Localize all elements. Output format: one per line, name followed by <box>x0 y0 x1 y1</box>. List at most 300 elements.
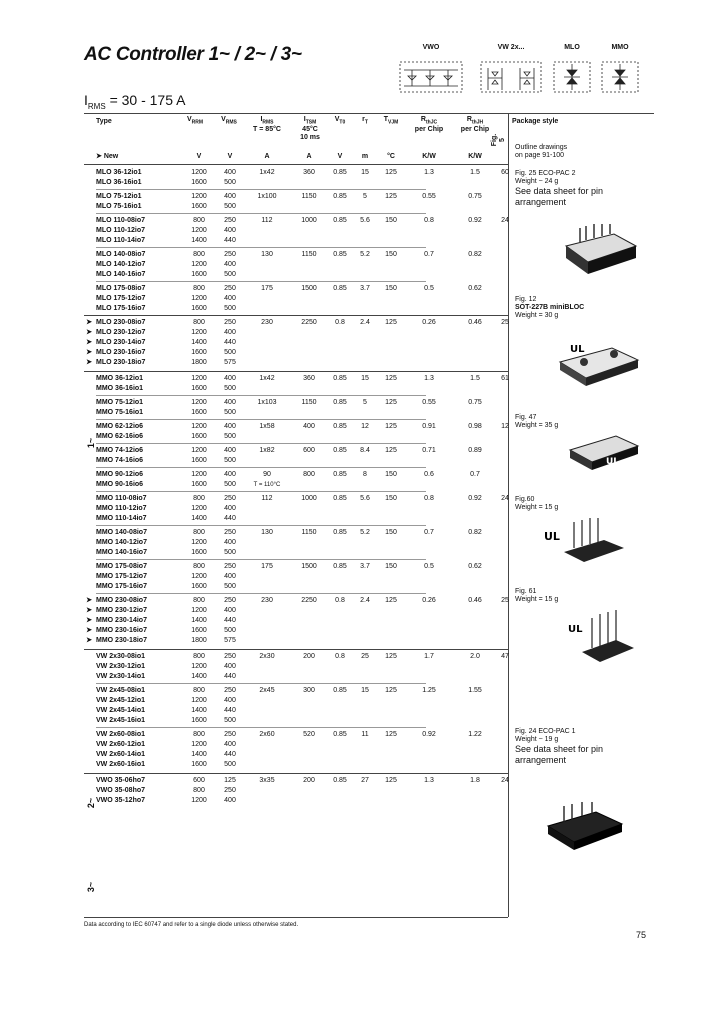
cell-r2: 0.92 <box>468 495 482 502</box>
table-row <box>84 796 508 809</box>
irms-col-symbol: I <box>260 116 263 123</box>
table-row <box>84 446 508 456</box>
cell-i1: 2x30 <box>259 653 275 660</box>
cell-v2: 250 <box>224 495 236 502</box>
cell-v1: 1600 <box>191 481 207 488</box>
cell-t: MLO 110-12io7 <box>96 227 146 234</box>
package-fig47 <box>515 414 558 430</box>
cell-i1: 2x45 <box>259 687 275 694</box>
table-row <box>84 284 508 294</box>
cell-v1: 1400 <box>191 339 207 346</box>
mlo-circuit-icon <box>552 56 592 96</box>
series-divider <box>96 213 426 214</box>
table-row <box>84 192 508 202</box>
table-row <box>84 304 508 314</box>
cell-r1: 0.8 <box>424 217 434 224</box>
cell-r1: 0.5 <box>424 285 434 292</box>
cell-t: MMO 230-12io7 <box>96 607 147 614</box>
cell-tj: 150 <box>385 471 397 478</box>
footnote: Data according to IEC 60747 and refer to a single diode unless otherwise stated. <box>84 922 299 928</box>
cell-i2: 1150 <box>301 193 317 200</box>
cell-i2: 360 <box>303 169 315 176</box>
cell-r1: 0.55 <box>422 399 436 406</box>
cell-i1: 112 <box>261 495 273 502</box>
cell-f: 24 <box>501 777 509 784</box>
cell-r2: 0.89 <box>468 447 482 454</box>
outline-note <box>515 144 567 160</box>
cell-v2: 400 <box>224 193 236 200</box>
table-row <box>84 582 508 592</box>
cell-t: MLO 175-12io7 <box>96 295 146 302</box>
package-fig: Fig. 12 <box>515 296 537 303</box>
cell-t: MMO 110-08io7 <box>96 495 147 502</box>
table-row <box>84 470 508 480</box>
cell-v1: 1200 <box>191 399 207 406</box>
package-fig: Fig.60 <box>515 496 535 503</box>
cell-t: MMO 75-16io1 <box>96 409 144 416</box>
cell-tj: 125 <box>385 597 397 604</box>
unit-rthjc: K/W <box>422 153 436 160</box>
cell-t: VW 2x45-14io1 <box>96 707 146 714</box>
cell-v2: 500 <box>224 457 236 464</box>
cell-i2: 1500 <box>301 563 317 570</box>
cell-t: MLO 140-16io7 <box>96 271 146 278</box>
cell-rt: 5.2 <box>360 529 370 536</box>
cell-v1: 1600 <box>191 761 207 768</box>
cell-a: ➤ <box>86 359 92 366</box>
cell-v1: 1600 <box>191 409 207 416</box>
cell-t: VW 2x45-08io1 <box>96 687 146 694</box>
unit-rt: m <box>361 153 369 160</box>
cell-v2: 500 <box>224 549 236 556</box>
package-name: SOT-227B miniBLOC <box>515 304 585 311</box>
cell-r2: 0.46 <box>468 597 482 604</box>
package-fig: Fig. 47 <box>515 414 537 421</box>
vt0-symbol: V <box>334 116 340 123</box>
table-row <box>84 562 508 572</box>
cell-v1: 1200 <box>191 505 207 512</box>
cell-rt: 5 <box>363 193 367 200</box>
cell-v1: 1400 <box>191 515 207 522</box>
cell-v1: 1200 <box>191 741 207 748</box>
table-row <box>84 358 508 368</box>
cell-t: VW 2x45-16io1 <box>96 717 146 724</box>
cell-v1: 1600 <box>191 549 207 556</box>
cell-v2: 400 <box>224 447 236 454</box>
table-row <box>84 504 508 514</box>
table-row <box>84 422 508 432</box>
table-row <box>84 226 508 236</box>
package-header: Package style <box>512 118 559 125</box>
cell-v1: 1200 <box>191 539 207 546</box>
cell-t: VW 2x30-08io1 <box>96 653 146 660</box>
schematic-mlo <box>552 44 592 96</box>
cell-r1: 1.25 <box>422 687 436 694</box>
cell-r1: 0.55 <box>422 193 436 200</box>
cell-v1: 1200 <box>191 227 207 234</box>
cell-t: VWO 35-12ho7 <box>96 797 146 804</box>
cell-v2: 440 <box>224 237 236 244</box>
cell-v2: 400 <box>224 295 236 302</box>
cell-v1: 800 <box>193 563 205 570</box>
cell-rt: 15 <box>361 687 369 694</box>
rthjc-per-chip: per Chip <box>414 126 444 134</box>
cell-v1: 800 <box>193 731 205 738</box>
cell-v2: 250 <box>224 787 236 794</box>
table-row <box>84 494 508 504</box>
cell-r2: 0.46 <box>468 319 482 326</box>
cell-i2: 360 <box>303 375 315 382</box>
cell-vt: 0.85 <box>333 375 347 382</box>
cell-v1: 1200 <box>191 329 207 336</box>
vrrm-sub: RRM <box>191 119 204 126</box>
cell-v1: 1600 <box>191 457 207 464</box>
vt0-sub: T0 <box>339 119 346 126</box>
cell-tj: 125 <box>385 447 397 454</box>
cell-i2: 1150 <box>301 251 317 258</box>
table-row <box>84 606 508 616</box>
rthjh-header <box>452 116 498 134</box>
cell-vt: 0.85 <box>333 423 347 430</box>
unit-itsm: A <box>306 153 312 160</box>
cell-f: 60 <box>501 169 509 176</box>
cell-rt: 8.4 <box>360 447 370 454</box>
cell-v2: 500 <box>224 305 236 312</box>
table-row <box>84 636 508 646</box>
fig-header: Fig. 5 <box>491 133 506 147</box>
irms-condition: T = 85°C <box>253 126 281 134</box>
cell-tj: 150 <box>385 217 397 224</box>
cell-rt: 2.4 <box>360 319 370 326</box>
cell-v1: 1200 <box>191 423 207 430</box>
series-divider <box>96 491 426 492</box>
cell-tj: 125 <box>385 687 397 694</box>
cell-t: MLO 230-08io7 <box>96 319 146 326</box>
mmo-circuit-icon <box>600 56 640 96</box>
cell-rt: 5 <box>363 399 367 406</box>
unit-irms: A <box>264 153 270 160</box>
unit-vt0: V <box>337 153 343 160</box>
cell-v2: 500 <box>224 481 236 488</box>
vw2x-circuit-icon <box>478 56 544 96</box>
rt-header <box>354 116 376 126</box>
table-row <box>84 456 508 466</box>
itsm-cond-temp: 45°C <box>302 126 318 134</box>
cell-vt: 0.85 <box>333 563 347 570</box>
cell-t: MLO 110-08io7 <box>96 217 146 224</box>
table-row <box>84 760 508 770</box>
schematic-label: VW 2x... <box>497 44 525 51</box>
cell-r1: 0.7 <box>424 251 434 258</box>
type-header-label: Type <box>96 118 112 125</box>
cell-t: MMO 90-12io6 <box>96 471 144 478</box>
cell-t: MMO 140-16io7 <box>96 549 147 556</box>
table-row <box>84 384 508 394</box>
cell-i2: 1000 <box>301 217 317 224</box>
cell-t: VWO 35-08ho7 <box>96 787 146 794</box>
cell-r1: 0.26 <box>422 597 436 604</box>
cell-v2: 500 <box>224 271 236 278</box>
cell-r1: 0.71 <box>422 447 436 454</box>
schematic-mmo <box>600 44 640 96</box>
cell-v2: 400 <box>224 573 236 580</box>
table-row <box>84 652 508 662</box>
page-number: 75 <box>636 930 647 940</box>
table-row <box>84 662 508 672</box>
table-top-rule <box>84 113 654 114</box>
table-row <box>84 716 508 726</box>
sot227b-image <box>556 338 642 390</box>
cell-v2: 400 <box>224 697 236 704</box>
fig47-image <box>566 428 642 474</box>
cell-r2: 2.0 <box>470 653 480 660</box>
cell-v1: 800 <box>193 597 205 604</box>
cell-rt: 5.6 <box>360 495 370 502</box>
series-divider <box>96 247 426 248</box>
table-row <box>84 328 508 338</box>
table-row <box>84 250 508 260</box>
table-row <box>84 236 508 246</box>
cell-v2: 250 <box>224 731 236 738</box>
rthjh-symbol: R <box>466 116 472 123</box>
cell-v2: 500 <box>224 627 236 634</box>
cell-t: MLO 230-18io7 <box>96 359 146 366</box>
rthjh-per-chip: per Chip <box>460 126 490 134</box>
cell-i2: 300 <box>303 687 315 694</box>
table-row <box>84 168 508 178</box>
cell-rt: 25 <box>361 653 369 660</box>
cell-r2: 0.75 <box>468 399 482 406</box>
rthjc-symbol: R <box>420 116 426 123</box>
cell-t: VW 2x30-14io1 <box>96 673 146 680</box>
cell-v1: 800 <box>193 529 205 536</box>
ul-mark-icon: UL <box>568 624 583 635</box>
schematic-vw2x <box>478 44 544 96</box>
cell-r2: 0.92 <box>468 217 482 224</box>
cell-v1: 600 <box>193 777 205 784</box>
cell-t: MLO 36-16io1 <box>96 179 142 186</box>
page-title: AC Controller 1~ / 2~ / 3~ <box>84 44 302 65</box>
cell-v2: 400 <box>224 227 236 234</box>
cell-vt: 0.85 <box>333 217 347 224</box>
cell-r2: 1.22 <box>468 731 482 738</box>
table-row <box>84 786 508 796</box>
cell-t: MMO 90-16io6 <box>96 481 144 488</box>
cell-t: MLO 230-12io7 <box>96 329 146 336</box>
package-fig: Fig. 25 ECO-PAC 2 <box>515 170 576 177</box>
cell-v2: 500 <box>224 761 236 768</box>
cell-t: VWO 35-06ho7 <box>96 777 146 784</box>
tvjm-sub: VJM <box>388 119 399 126</box>
cell-tj: 150 <box>385 251 397 258</box>
cell-t: MMO 140-08io7 <box>96 529 147 536</box>
cell-t: MLO 230-16io7 <box>96 349 146 356</box>
cell-t: MLO 110-14io7 <box>96 237 146 244</box>
cell-v2: 400 <box>224 505 236 512</box>
cell-v1: 800 <box>193 251 205 258</box>
table-row <box>84 696 508 706</box>
cell-v2: 400 <box>224 471 236 478</box>
cell-v1: 1600 <box>191 627 207 634</box>
cell-r2: 1.55 <box>468 687 482 694</box>
series-divider <box>96 467 426 468</box>
cell-v1: 1400 <box>191 673 207 680</box>
table-row <box>84 294 508 304</box>
ul-mark-icon: UL <box>570 344 585 355</box>
cell-v1: 1200 <box>191 169 207 176</box>
table-row <box>84 686 508 696</box>
cell-v1: 1200 <box>191 295 207 302</box>
cell-vt: 0.8 <box>335 597 345 604</box>
cell-i1: 130 <box>261 529 273 536</box>
cell-a: ➤ <box>86 597 92 604</box>
cell-vt: 0.85 <box>333 687 347 694</box>
table-row <box>84 626 508 636</box>
cell-tj: 125 <box>385 731 397 738</box>
cell-r2: 0.62 <box>468 563 482 570</box>
table-row <box>84 596 508 606</box>
cell-f: 12 <box>501 423 509 430</box>
vrms-header <box>214 116 244 126</box>
package-eco-pac2 <box>515 170 635 208</box>
cell-v1: 1400 <box>191 751 207 758</box>
package-weight: Weight = 15 g <box>515 596 559 603</box>
cell-a: ➤ <box>86 617 92 624</box>
cell-vt: 0.85 <box>333 285 347 292</box>
cell-vt: 0.85 <box>333 495 347 502</box>
cell-vt: 0.85 <box>333 251 347 258</box>
cell-v1: 1600 <box>191 433 207 440</box>
cell-t: VW 2x60-08io1 <box>96 731 146 738</box>
package-eco-pac1 <box>515 728 635 766</box>
cell-v2: 400 <box>224 169 236 176</box>
cell-v1: 800 <box>193 787 205 794</box>
cell-t: MLO 175-08io7 <box>96 285 146 292</box>
cell-v2: 250 <box>224 251 236 258</box>
package-column-rule <box>508 113 509 917</box>
cell-i1: 3x35 <box>259 777 275 784</box>
table-row <box>84 318 508 328</box>
cell-rt: 12 <box>361 423 369 430</box>
cell-t: MMO 36-16io1 <box>96 385 144 392</box>
series-divider <box>96 525 426 526</box>
cell-tj: 150 <box>385 495 397 502</box>
table-row <box>84 548 508 558</box>
vrms-symbol: V <box>221 116 226 123</box>
cell-t: MMO 75-12io1 <box>96 399 144 406</box>
itsm-cond-time: 10 ms <box>300 134 320 142</box>
cell-v1: 1200 <box>191 663 207 670</box>
table-row <box>84 374 508 384</box>
cell-v2: 500 <box>224 717 236 724</box>
cell-vt: 0.85 <box>333 731 347 738</box>
cell-i2: 1150 <box>301 399 317 406</box>
cell-v2: 500 <box>224 349 236 356</box>
table-row <box>84 202 508 212</box>
table-bottom-rule <box>84 917 508 918</box>
schematic-label: VWO <box>422 44 440 51</box>
cell-i2: 1500 <box>301 285 317 292</box>
cell-i1: 2x60 <box>259 731 275 738</box>
cell-t: MMO 36-12io1 <box>96 375 144 382</box>
table-row <box>84 572 508 582</box>
cell-v2: 400 <box>224 329 236 336</box>
cell-v2: 250 <box>224 319 236 326</box>
eco-pac2-image <box>560 222 640 280</box>
irms-value: = 30 - 175 A <box>109 92 186 108</box>
cell-v1: 800 <box>193 217 205 224</box>
cell-v2: 500 <box>224 203 236 210</box>
cell-t: MMO 62-16io6 <box>96 433 144 440</box>
cell-t: MLO 175-16io7 <box>96 305 146 312</box>
irms-subscript: RMS <box>87 101 106 111</box>
eco-pac1-image <box>542 800 626 852</box>
cell-i2: 800 <box>303 471 315 478</box>
cell-v2: 400 <box>224 741 236 748</box>
cell-v1: 1200 <box>191 261 207 268</box>
cell-i2: 2250 <box>301 319 317 326</box>
cell-i2: 1000 <box>301 495 317 502</box>
cell-vt: 0.8 <box>335 319 345 326</box>
cell-vt: 0.85 <box>333 447 347 454</box>
group-divider <box>84 649 508 650</box>
cell-t: MLO 75-12io1 <box>96 193 142 200</box>
cell-v2: 250 <box>224 563 236 570</box>
cell-v1: 1800 <box>191 637 207 644</box>
cell-f: 24 <box>501 495 509 502</box>
table-row <box>84 750 508 760</box>
series-divider <box>96 419 426 420</box>
cell-v1: 1200 <box>191 375 207 382</box>
cell-i1: 1x82 <box>259 447 275 454</box>
cell-v2: 400 <box>224 607 236 614</box>
table-row <box>84 514 508 524</box>
cell-t: MLO 140-08io7 <box>96 251 146 258</box>
cell-t: MMO 230-16io7 <box>96 627 147 634</box>
cell-v1: 1600 <box>191 271 207 278</box>
cell-r2: 1.5 <box>470 169 480 176</box>
cell-v1: 1600 <box>191 583 207 590</box>
series-divider <box>96 443 426 444</box>
cell-v2: 400 <box>224 375 236 382</box>
fig61-image <box>566 604 636 670</box>
cell-v2: 400 <box>224 663 236 670</box>
cell-tj: 150 <box>385 529 397 536</box>
cell-v1: 1600 <box>191 203 207 210</box>
table-row <box>84 398 508 408</box>
cell-t: MMO 74-16io6 <box>96 457 144 464</box>
cell-vt: 0.85 <box>333 471 347 478</box>
table-row <box>84 216 508 226</box>
cell-v2: 250 <box>224 285 236 292</box>
package-weight: Weight ~ 19 g <box>515 736 559 743</box>
table-row <box>84 338 508 348</box>
cell-t: VW 2x45-12io1 <box>96 697 146 704</box>
cell-r1: 1.3 <box>424 777 434 784</box>
cell-t: MMO 175-12io7 <box>96 573 147 580</box>
cell-i1: 112 <box>261 217 273 224</box>
schematic-label: MLO <box>564 44 580 51</box>
cell-f: 47 <box>501 653 509 660</box>
cell-rt: 8 <box>363 471 367 478</box>
irms-header <box>244 116 290 134</box>
cell-tj: 125 <box>385 169 397 176</box>
table-row <box>84 776 508 786</box>
cell-r1: 0.5 <box>424 563 434 570</box>
cell-i2: 2250 <box>301 597 317 604</box>
cell-r2: 1.5 <box>470 375 480 382</box>
irms-col-sub: RMS <box>262 119 274 126</box>
